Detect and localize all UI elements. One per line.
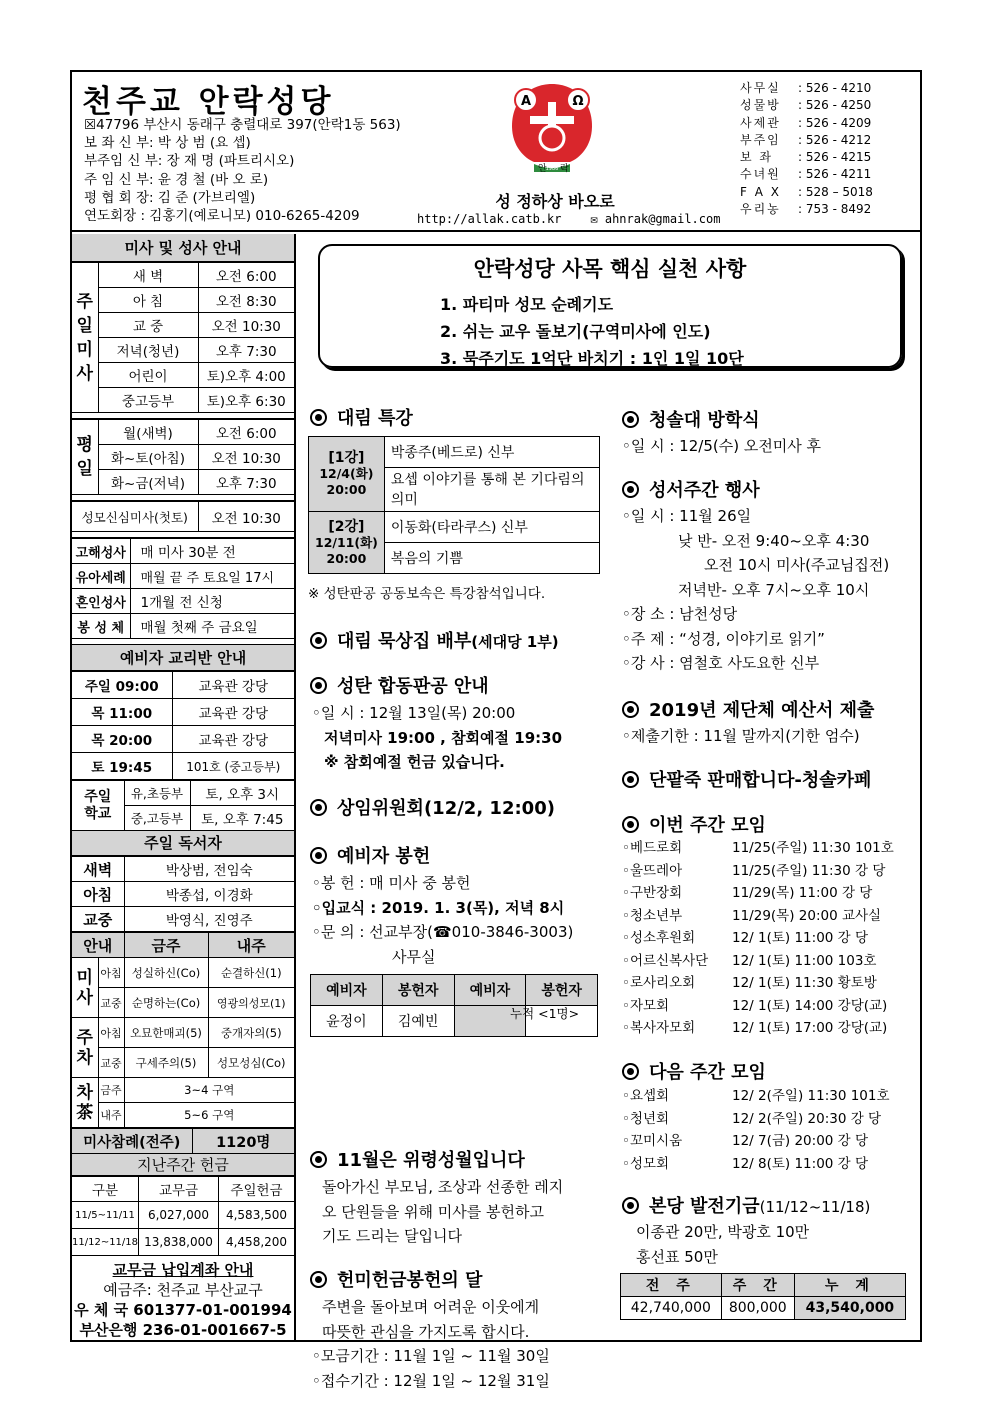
clergy-line: 부주임 신 부: 장 재 명 (파트리시오)	[84, 153, 295, 170]
account-info	[72, 1256, 294, 1340]
meeting-row: ◦구반장회 11/29(목) 11:00 강 당	[622, 885, 873, 901]
november-title: 11월은 위령성월입니다	[310, 1146, 525, 1172]
phone-row: 수녀원 : 526 - 4211	[740, 167, 872, 182]
redbean-title: 단팥죽 판매합니다-청솔카페	[622, 766, 871, 792]
core-item: 2. 쉬는 교우 돌보기(구역미사에 인도)	[440, 322, 711, 341]
this-week-title: 이번 주간 모임	[622, 811, 766, 837]
pastoral-core-box	[318, 244, 902, 368]
sunday-mass-table	[72, 262, 294, 413]
mass-time: 오후 7:30	[198, 470, 294, 495]
mass-time: 오전 6:00	[198, 420, 294, 445]
bullet-icon	[310, 1271, 327, 1288]
bullet-icon	[622, 701, 639, 718]
clergy-line: 주 임 신 부: 윤 경 철 (바 오 로)	[84, 171, 269, 188]
weekday-mass-table	[72, 419, 294, 495]
catechumen-offering-details: ◦봉 헌 : 매 미사 중 봉헌 ◦입교식 : 2019. 1. 3(목), 저녁 8시 ◦문 의 : 선교부장(☎010-3846-3003) 사무실	[312, 874, 574, 966]
choir-title: 청솔대 방학식	[622, 406, 760, 432]
donation-month-title: 헌미헌금봉헌의 달	[310, 1266, 482, 1292]
bullet-icon	[622, 816, 639, 833]
mass-name: 저녁(청년)	[98, 338, 198, 363]
phone-row: 보 좌 : 526 - 4215	[740, 150, 872, 165]
bullet-icon	[622, 481, 639, 498]
catechumen-table: 주일 09:00 교육관 강당 목 11:00 교육관 강당 목 20:00 교육관 강당 토 19:45 101호 (중고등부)	[72, 671, 294, 780]
mass-time: 오전 10:30	[198, 445, 294, 470]
pastoral-core-title: 안락성당 사목 핵심 실천 사항	[473, 257, 747, 281]
weekday-mass-label: 평 일	[72, 420, 98, 495]
mass-time: 오전 6:00	[198, 263, 294, 288]
email-link[interactable]: ✉ ahnrak@gmail.com	[590, 212, 721, 226]
core-item: 3. 묵주기도 1억단 바치기 : 1인 1일 10단	[440, 349, 744, 368]
building-fund-table: 전 주 주 간 누 계 42,740,000 800,000 43,540,000	[620, 1273, 906, 1320]
bible-week-text: ◦일 시 : 11월 26일 낮 반- 오전 9:40~오후 4:30 오전 10시 미사(주교님집전) 저녁반- 오후 7시~오후 10시 ◦장 소 : 남천성당 ◦주 제 : “성경, 이야기로 읽기” ◦강 사 : 염철호 사도요한 신부	[622, 507, 890, 672]
phone-row: 사제관 : 526 - 4209	[740, 115, 872, 130]
account-line: 예금주: 천주교 부산교구	[103, 1281, 263, 1299]
mass-name: 화~토(아침)	[98, 445, 198, 470]
bullet-icon	[310, 1151, 327, 1168]
budget-title: 2019년 제단체 예산서 제출	[622, 696, 874, 722]
next-week-list	[622, 1085, 890, 1175]
pastoral-core-items	[440, 291, 900, 372]
parish-logo	[504, 80, 600, 178]
offering-table: 구분 교무금 주일헌금 11/5~11/11 6,027,000 4,583,500 11/12~11/18 13,838,000 4,458,200	[72, 1176, 294, 1256]
advent-lecture-note: ※ 성탄판공 공동보속은 특강참석입니다.	[308, 586, 546, 602]
readers-header: 주일 독서자	[72, 831, 294, 856]
core-item: 1. 파티마 성모 순례기도	[440, 295, 614, 314]
meeting-row: ◦청소년부 11/29(목) 20:00 교사실	[622, 907, 882, 924]
website-link[interactable]: http://allak.catb.kr	[417, 212, 562, 226]
bullet-icon	[622, 1063, 639, 1080]
bullet-icon	[310, 409, 327, 426]
phone-row: 성물방 : 526 - 4250	[740, 98, 872, 113]
bullet-icon	[310, 847, 327, 864]
meeting-row: ◦복사자모회 12/ 1(토) 17:00 강당(교)	[622, 1020, 888, 1036]
mass-name: 아 침	[98, 288, 198, 313]
catechumen-offering-title: 예비자 봉헌	[310, 842, 430, 868]
building-fund-donors: 이종관 20만, 박광호 10만 홍선표 50만	[636, 1223, 810, 1266]
advent-book-title: 대림 묵상집 배부(세대당 1부)	[310, 627, 559, 653]
standing-committee-title: 상임위원회(12/2, 12:00)	[310, 794, 555, 820]
bullet-icon	[310, 677, 327, 694]
bulletin-frame	[70, 70, 922, 1390]
offering-header: 지난주간 헌금	[72, 1154, 294, 1176]
advent-lecture-table: [1강] 12/4(화) 20:00 박종주(베드로) 신부 요셉 이야기를 통해 본 기다림의 의미 [2강] 12/11(화) 20:00 이동화(타라쿠스) 신부 복음의 기쁨	[308, 436, 600, 574]
mass-schedule-header: 미사 및 성사 안내	[72, 234, 294, 262]
parish-title: 천주교 안락성당	[82, 84, 335, 120]
meeting-row: ◦요셉회 12/ 2(주일) 11:30 101호	[622, 1088, 890, 1104]
mass-name: 교 중	[98, 313, 198, 338]
first-saturday-mass: 성모신심미사(첫토)	[72, 502, 198, 532]
sunday-mass-label: 주 일 미 사	[72, 263, 98, 413]
mass-time: 오후 7:30	[198, 338, 294, 363]
mass-time: 오전 8:30	[198, 288, 294, 313]
sacrament-table: 고해성사 매 미사 30분 전 유아세례 매월 끝 주 토요일 17시 혼인성사 1개월 전 신청 봉 성 체 매월 첫째 주 금요일	[72, 538, 294, 639]
phone-row: 사무실 : 526 - 4210	[740, 81, 872, 95]
phone-directory	[740, 80, 873, 218]
meeting-row: ◦성소후원회 12/ 1(토) 11:00 강 당	[622, 930, 869, 946]
bullet-icon	[622, 1197, 639, 1214]
mass-time: 오전 10:30	[198, 313, 294, 338]
sunday-school-table: 주일학교 유,초등부 토, 오후 3시 중,고등부 토, 오후 7:45	[72, 780, 294, 831]
account-line: 우 체 국 601377-01-001994	[74, 1301, 292, 1319]
patron-saint: 성 정하상 바오로	[495, 192, 615, 211]
mass-name: 새 벽	[98, 263, 198, 288]
logo-omega: Ω	[572, 94, 584, 109]
mass-name: 월(새벽)	[98, 420, 198, 445]
mass-name: 중고등부	[98, 388, 198, 413]
mass-time: 토)오후 4:00	[198, 363, 294, 388]
address-block	[84, 116, 401, 225]
bullet-icon	[622, 771, 639, 788]
contact-links	[417, 212, 720, 226]
phone-row: 부주임 : 526 - 4212	[740, 132, 872, 147]
readers-table: 새벽 박상범, 전임숙 아침 박종섭, 이경화 교중 박영식, 진영주	[72, 856, 294, 932]
building-fund-title: 본당 발전기금(11/12~11/18)	[622, 1192, 870, 1218]
main-content	[298, 234, 920, 1390]
meeting-row: ◦로사리오회 12/ 1(토) 11:30 황토방	[622, 975, 877, 991]
catechumen-cumulative: 누적 <1명>	[510, 1006, 580, 1021]
account-line: 부산은행 236-01-001667-5	[79, 1321, 287, 1339]
meeting-row: ◦자모회 12/ 1(토) 14:00 강당(교)	[622, 997, 888, 1014]
next-week-title: 다음 주간 모임	[622, 1058, 766, 1084]
first-saturday-table	[72, 501, 294, 532]
mass-time: 토)오후 6:30	[198, 388, 294, 413]
budget-text: ◦제출기한 : 11월 말까지(기한 엄수)	[622, 727, 860, 745]
first-saturday-time: 오전 10:30	[198, 502, 294, 532]
logo-year: 1986	[545, 166, 559, 172]
catechumen-header: 예비자 교리반 안내	[72, 645, 294, 671]
clergy-line: 평 협 회 장: 김 준 (가브리엘)	[84, 189, 256, 206]
november-text: 돌아가신 부모님, 조상과 선종한 레지 오 단원들을 위해 미사를 봉헌하고 기도 드리는 달입니다	[322, 1178, 564, 1245]
bullet-icon	[310, 632, 327, 649]
mass-name: 어린이	[98, 363, 198, 388]
this-week-list	[622, 837, 894, 1040]
christmas-confession-title: 성탄 합동판공 안내	[310, 672, 489, 698]
donation-month-text: 주변을 돌아보며 어려운 이웃에게 따뜻한 관심을 가지도록 합시다. ◦모금기간 : 11월 1일 ~ 11월 30일 ◦접수기간 : 12월 1일 ~ 12월 31일	[312, 1298, 550, 1390]
address: ☒47796 부산시 동래구 충렬대로 397(안락1동 563)	[84, 117, 401, 133]
mass-name: 화~금(저녁)	[98, 470, 198, 495]
account-header: 교무금 납입계좌 안내	[112, 1261, 254, 1279]
meeting-row: ◦울뜨레아 11/25(주일) 11:30 강 당	[622, 862, 886, 879]
meeting-row: ◦어르신복사단 12/ 1(토) 11:00 103호	[622, 952, 877, 969]
clergy-line: 연도회장 : 김홍기(예로니모) 010-6265-4209	[84, 208, 360, 225]
left-sidebar	[72, 234, 296, 1342]
meeting-row: ◦청년회 12/ 2(주일) 20:30 강 당	[622, 1110, 882, 1127]
meeting-row: ◦꼬미시움 12/ 7(금) 20:00 강 당	[622, 1133, 869, 1149]
meeting-row: ◦성모회 12/ 8(토) 11:00 강 당	[622, 1155, 869, 1172]
bullet-icon	[310, 799, 327, 816]
clergy-line: 보 좌 신 부: 박 상 범 (요 셉)	[84, 135, 251, 152]
choir-text: ◦일 시 : 12/5(수) 오전미사 후	[622, 437, 822, 455]
advent-lecture-title: 대림 특강	[310, 404, 413, 430]
logo-alpha: A	[520, 94, 532, 109]
meeting-row: ◦베드로회 11/25(주일) 11:30 101호	[622, 840, 894, 856]
christmas-details: ◦일 시 : 12월 13일(목) 20:00 저녁미사 19:00 , 참회예절 19:30 ※ 참회예절 헌금 있습니다.	[312, 704, 563, 771]
guide-table: 안내 금주 내주 미 사 아침 성실하신(Co) 순결하신(1) 교중 순명하는(Co) 영광의성모(1) 주 차 아침 오묘한매괴(5) 중개자의(5) 교중 구세주의(5) 성모성심(Co) 차 茶 금주 3~4 구역 내주 5~6 구역	[72, 932, 294, 1128]
header	[72, 72, 920, 232]
catechumen-sponsor-table: 예비자 봉헌자 예비자 봉헌자 윤정이 김예빈	[310, 974, 598, 1037]
attendance-table: 미사참례(전주) 1120명	[72, 1128, 294, 1154]
logo-rak: 락	[560, 164, 569, 174]
phone-row: 우리농 : 753 - 8492	[740, 202, 872, 217]
phone-row: F A X : 528 – 5018	[740, 184, 873, 199]
bullet-icon	[622, 411, 639, 428]
logo-an: 안	[538, 164, 547, 174]
bible-week-title: 성서주간 행사	[622, 476, 760, 502]
